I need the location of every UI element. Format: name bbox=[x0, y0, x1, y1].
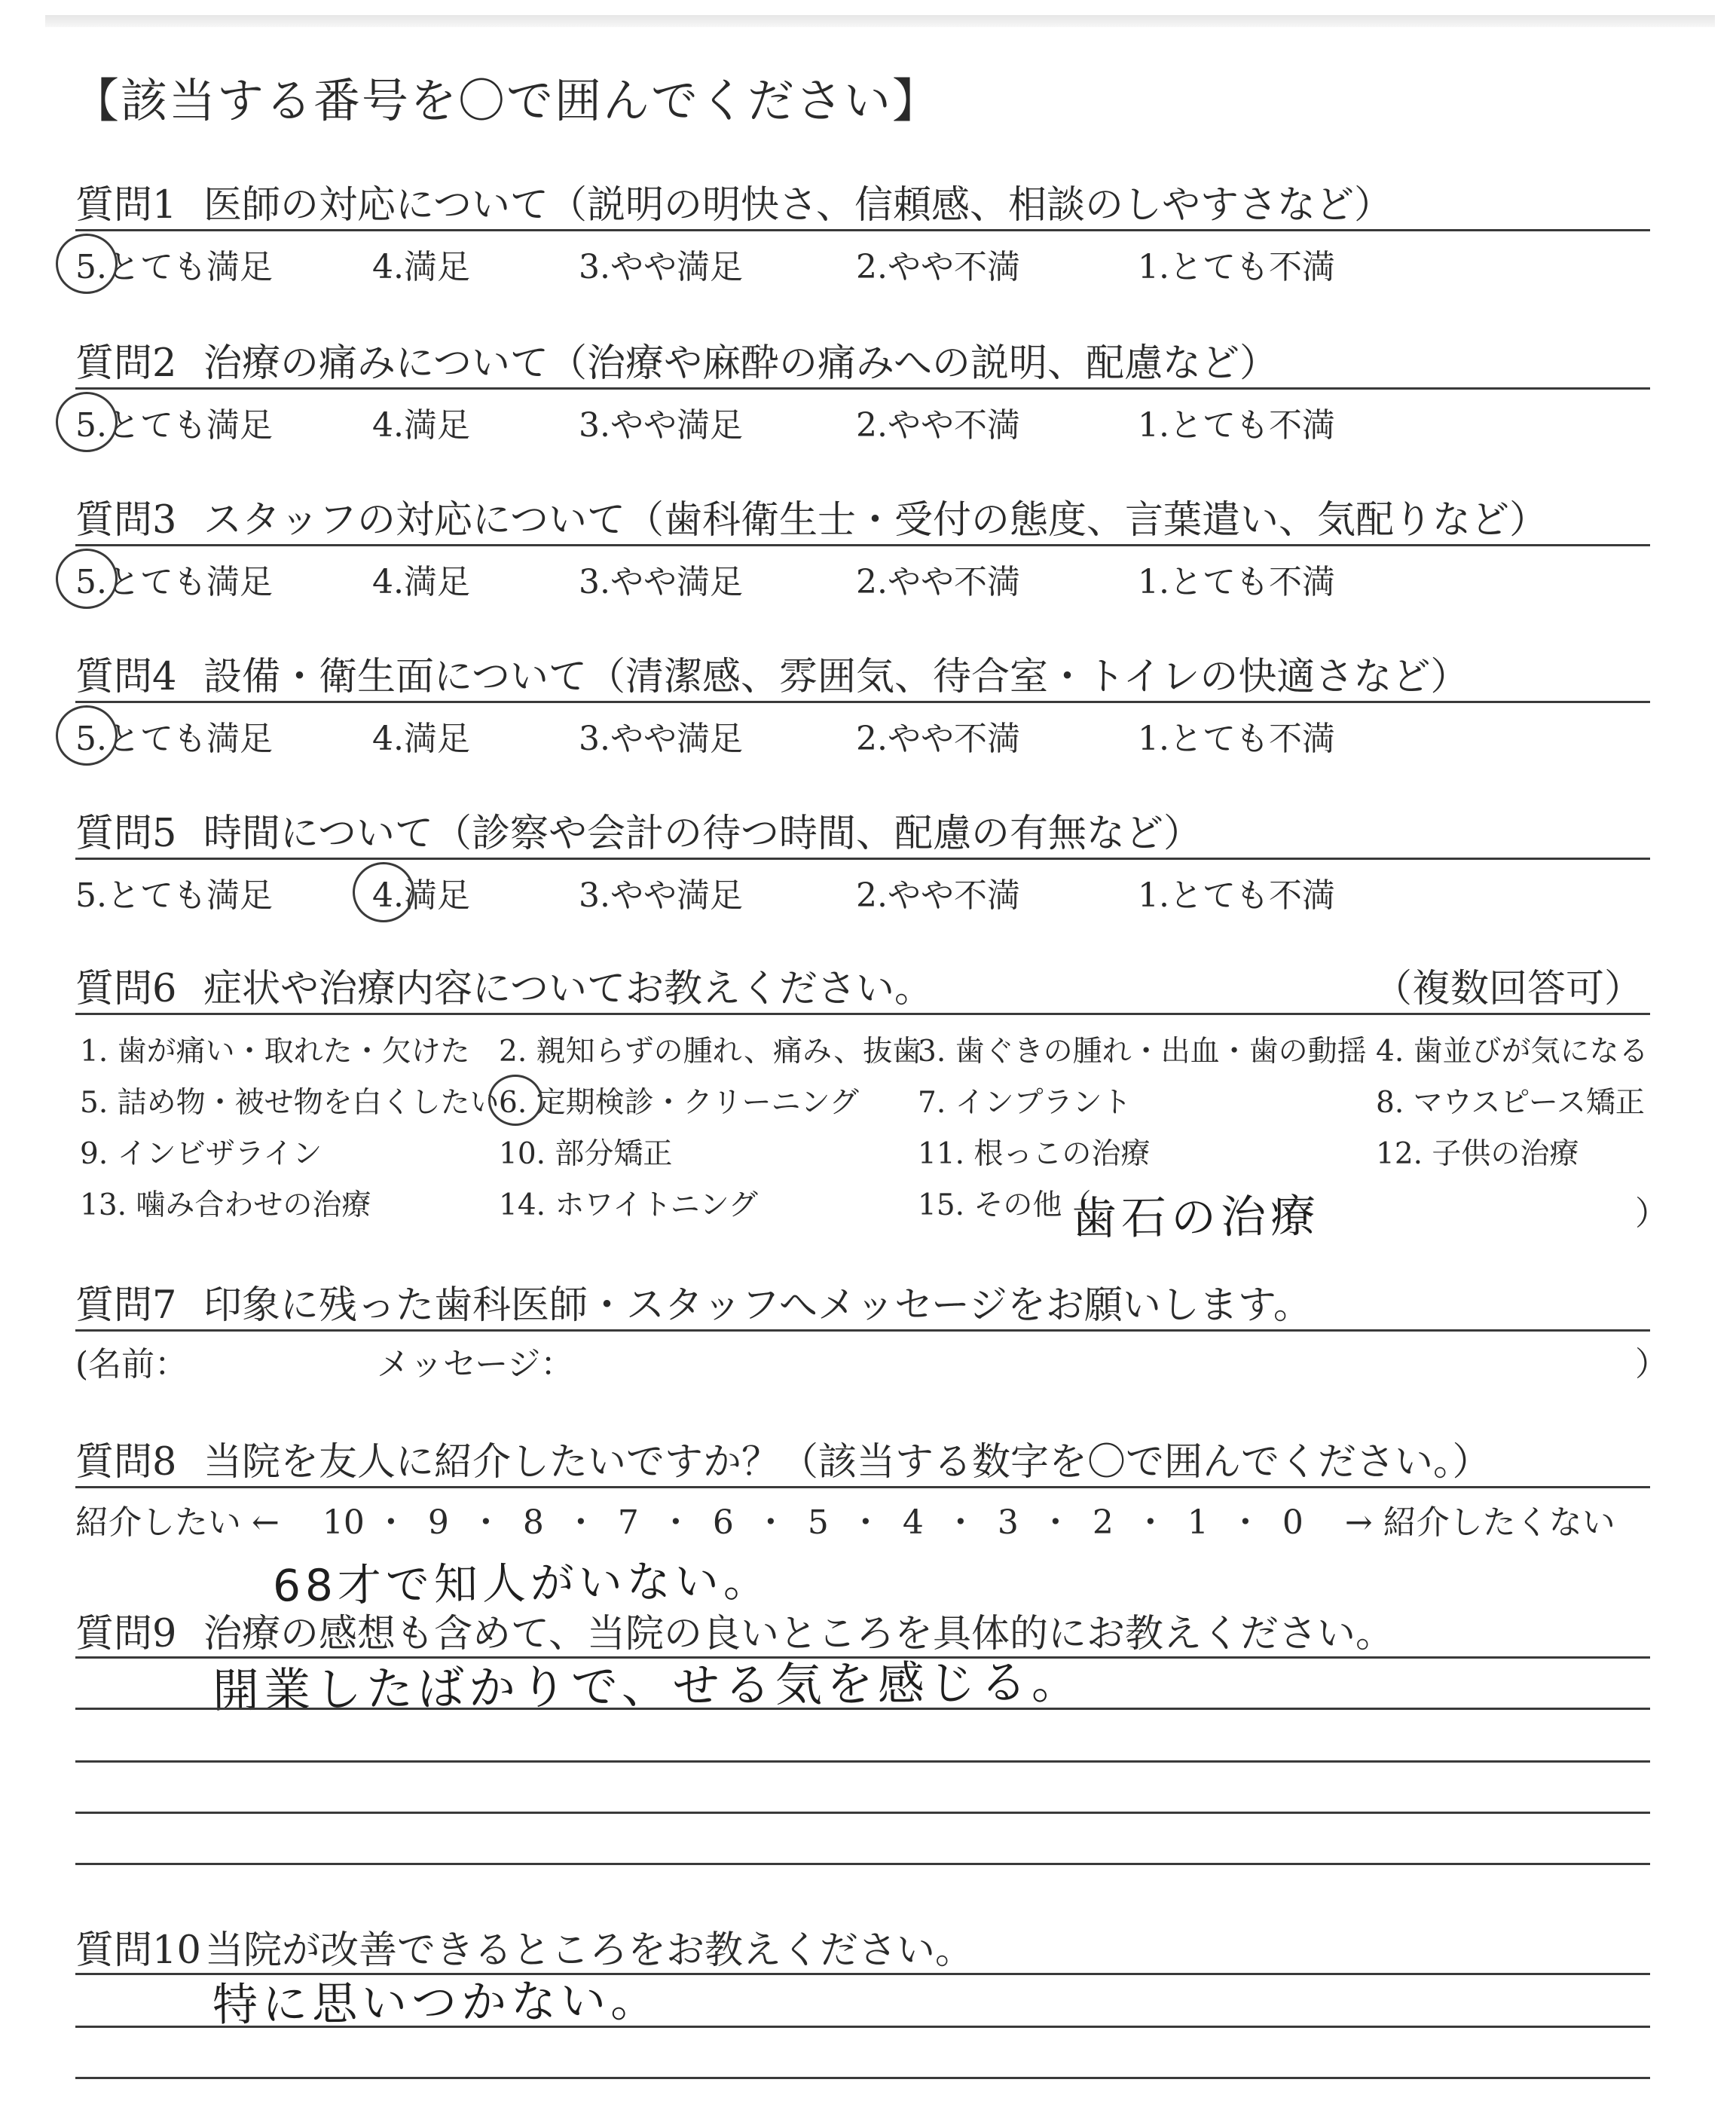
q6-option-13[interactable]: 13. 噛み合わせの治療 bbox=[80, 1188, 371, 1222]
q5-text: 時間について（診察や会計の待つ時間、配慮の有無など） bbox=[203, 812, 1202, 856]
q1-title bbox=[75, 173, 1392, 229]
q6-text: 症状や治療内容についてお教えください。 bbox=[203, 967, 933, 1011]
q8-scale-separator: ・ bbox=[1228, 1503, 1262, 1542]
q2-option-2[interactable]: 2.やや不満 bbox=[856, 406, 1020, 445]
q2-title bbox=[75, 332, 1278, 387]
q2-option-4[interactable]: 4.満足 bbox=[372, 406, 470, 445]
q5-option-5[interactable]: 5.とても満足 bbox=[75, 876, 273, 915]
q9-answer-line-2 bbox=[75, 1760, 1650, 1763]
q7-title bbox=[75, 1274, 1312, 1329]
q6-option-4[interactable]: 4. 歯並びが気になる bbox=[1376, 1035, 1649, 1069]
q8-scale-6[interactable]: 6 bbox=[712, 1503, 734, 1542]
q8-number: 質問8 bbox=[75, 1440, 177, 1485]
q7-rule bbox=[75, 1329, 1650, 1332]
q3-option-3[interactable]: 3.やや満足 bbox=[579, 563, 743, 601]
q2-rule bbox=[75, 387, 1650, 390]
q6-option-10[interactable]: 10. 部分矯正 bbox=[499, 1137, 673, 1171]
q6-option-11[interactable]: 11. 根っこの治療 bbox=[918, 1137, 1151, 1171]
q4-option-2[interactable]: 2.やや不満 bbox=[856, 720, 1020, 758]
q8-scale-separator: ・ bbox=[753, 1503, 787, 1542]
q8-scale-separator: ・ bbox=[943, 1503, 977, 1542]
q8-scale-separator: ・ bbox=[469, 1503, 503, 1542]
q6-rule bbox=[75, 1013, 1650, 1015]
q8-scale-7[interactable]: 7 bbox=[617, 1503, 639, 1542]
q4-number: 質問4 bbox=[75, 655, 177, 699]
q6-option-12[interactable]: 12. 子供の治療 bbox=[1376, 1137, 1579, 1171]
q9-handwritten-answer: 開業したばかりで、せる気を感じる。 bbox=[212, 1653, 1083, 1719]
q3-option-1[interactable]: 1.とても不満 bbox=[1138, 563, 1335, 601]
q8-scale-separator: ・ bbox=[659, 1503, 692, 1542]
q6-option-15[interactable]: 15. その他（ bbox=[918, 1188, 1092, 1222]
q2-text: 治療の痛みについて（治療や麻酔の痛みへの説明、配慮など） bbox=[203, 341, 1278, 386]
q4-rule bbox=[75, 701, 1650, 703]
q8-scale-1[interactable]: 1 bbox=[1187, 1503, 1209, 1542]
q6-option-8[interactable]: 8. マウスピース矯正 bbox=[1376, 1086, 1645, 1120]
q6-number: 質問6 bbox=[75, 967, 177, 1011]
q9-number: 質問9 bbox=[75, 1612, 177, 1656]
q8-scale-separator: ・ bbox=[374, 1503, 408, 1542]
q8-scale-10[interactable]: 10 bbox=[322, 1503, 365, 1542]
q8-scale-5[interactable]: 5 bbox=[807, 1503, 829, 1542]
q1-option-2[interactable]: 2.やや不満 bbox=[856, 248, 1020, 286]
q4-option-3[interactable]: 3.やや満足 bbox=[579, 720, 743, 758]
q4-text: 設備・衛生面について（清潔感、雰囲気、待合室・トイレの快適さなど） bbox=[203, 655, 1469, 699]
q8-title bbox=[75, 1430, 1491, 1486]
q8-scale-9[interactable]: 9 bbox=[427, 1503, 449, 1542]
q8-scale-separator: ・ bbox=[564, 1503, 598, 1542]
q8-scale-separator: ・ bbox=[1038, 1503, 1072, 1542]
q1-number: 質問1 bbox=[75, 183, 177, 228]
q6-option-3[interactable]: 3. 歯ぐきの腫れ・出血・歯の動揺 bbox=[918, 1035, 1367, 1069]
q8-scale-3[interactable]: 3 bbox=[997, 1503, 1019, 1542]
q3-title bbox=[75, 488, 1548, 544]
q2-option-1[interactable]: 1.とても不満 bbox=[1138, 406, 1335, 445]
q5-number: 質問5 bbox=[75, 812, 177, 856]
q5-option-3[interactable]: 3.やや満足 bbox=[579, 876, 743, 915]
q1-option-5[interactable]: 5.とても満足 bbox=[75, 248, 273, 286]
q10-answer-line-2 bbox=[75, 2077, 1650, 2079]
q8-rule bbox=[75, 1486, 1650, 1488]
q6-option-7[interactable]: 7. インプラント bbox=[918, 1086, 1132, 1120]
q4-option-1[interactable]: 1.とても不満 bbox=[1138, 720, 1335, 758]
q10-handwritten-answer: 特に思いつかない。 bbox=[212, 1974, 661, 2032]
q9-answer-line-1 bbox=[75, 1708, 1650, 1710]
q4-option-5[interactable]: 5.とても満足 bbox=[75, 720, 273, 758]
q8-scale-8[interactable]: 8 bbox=[522, 1503, 544, 1542]
q3-selection-circle bbox=[56, 549, 118, 609]
q8-scale-numbers bbox=[320, 1503, 1316, 1542]
q6-selection-circle bbox=[488, 1075, 542, 1126]
q9-answer-line-3 bbox=[75, 1812, 1650, 1814]
q3-option-5[interactable]: 5.とても満足 bbox=[75, 563, 273, 601]
q8-scale-row bbox=[75, 1495, 1615, 1543]
q8-scale-0[interactable]: 0 bbox=[1282, 1503, 1304, 1542]
q2-option-3[interactable]: 3.やや満足 bbox=[579, 406, 743, 445]
q6-close-paren: ） bbox=[1635, 1194, 1668, 1233]
q8-scale-separator: ・ bbox=[848, 1503, 882, 1542]
q1-option-4[interactable]: 4.満足 bbox=[372, 248, 470, 286]
q8-text: 当院を友人に紹介したいですか？（該当する数字を〇で囲んでください。） bbox=[203, 1440, 1491, 1485]
q2-number: 質問2 bbox=[75, 341, 177, 386]
q3-text: スタッフの対応について（歯科衛生士・受付の態度、言葉遣い、気配りなど） bbox=[203, 498, 1548, 543]
q7-close-paren: ） bbox=[1635, 1345, 1668, 1384]
q6-option-2[interactable]: 2. 親知らずの腫れ、痛み、抜歯 bbox=[499, 1035, 922, 1069]
q8-right-label: → 紹介したくない bbox=[1344, 1503, 1615, 1542]
q6-other-handwritten: 歯石の治療 bbox=[1071, 1190, 1321, 1246]
q8-scale-4[interactable]: 4 bbox=[902, 1503, 924, 1542]
q5-selection-circle bbox=[353, 862, 414, 922]
q7-name-label: (名前： bbox=[75, 1345, 188, 1384]
q7-message-label: メッセージ： bbox=[377, 1345, 574, 1384]
q8-scale-separator: ・ bbox=[1133, 1503, 1167, 1542]
q6-multiple-answer-note: （複数回答可） bbox=[1373, 967, 1643, 1011]
q8-handwritten-note: 68才で知人がいない。 bbox=[272, 1555, 772, 1612]
q7-text: 印象に残った歯科医師・スタッフへメッセージをお願いします。 bbox=[203, 1283, 1312, 1328]
q1-option-3[interactable]: 3.やや満足 bbox=[579, 248, 743, 286]
q2-selection-circle bbox=[56, 392, 118, 452]
q6-option-6[interactable]: 6. 定期検診・クリーニング bbox=[499, 1086, 859, 1120]
q6-title bbox=[75, 957, 933, 1013]
q4-title bbox=[75, 645, 1469, 701]
q3-option-4[interactable]: 4.満足 bbox=[372, 563, 470, 601]
q10-number: 質問10 bbox=[75, 1928, 201, 1973]
q1-option-1[interactable]: 1.とても不満 bbox=[1138, 248, 1335, 286]
q9-text: 治療の感想も含めて、当院の良いところを具体的にお教えください。 bbox=[203, 1612, 1394, 1656]
q1-selection-circle bbox=[56, 234, 118, 294]
q4-selection-circle bbox=[56, 705, 118, 766]
q2-option-5[interactable]: 5.とても満足 bbox=[75, 406, 273, 445]
q8-scale-2[interactable]: 2 bbox=[1092, 1503, 1114, 1542]
scan-top-edge bbox=[45, 15, 1715, 27]
q6-option-14[interactable]: 14. ホワイトニング bbox=[499, 1188, 758, 1222]
q6-option-9[interactable]: 9. インビザライン bbox=[80, 1137, 322, 1171]
q3-option-2[interactable]: 2.やや不満 bbox=[856, 563, 1020, 601]
q3-number: 質問3 bbox=[75, 498, 177, 543]
q6-option-5[interactable]: 5. 詰め物・被せ物を白くしたい bbox=[80, 1086, 500, 1120]
q9-answer-line-4 bbox=[75, 1863, 1650, 1865]
q1-text: 医師の対応について（説明の明快さ、信頼感、相談のしやすさなど） bbox=[203, 183, 1392, 228]
q5-option-4[interactable]: 4.満足 bbox=[372, 876, 470, 915]
q8-left-label: 紹介したい ← bbox=[75, 1503, 280, 1542]
q5-title bbox=[75, 802, 1202, 858]
q5-option-1[interactable]: 1.とても不満 bbox=[1138, 876, 1335, 915]
q4-option-4[interactable]: 4.満足 bbox=[372, 720, 470, 758]
q3-rule bbox=[75, 544, 1650, 546]
page-header: 【該当する番号を〇で囲んでください】 bbox=[72, 73, 941, 128]
q1-rule bbox=[75, 229, 1650, 231]
q10-answer-line-1 bbox=[75, 2026, 1650, 2028]
q5-option-2[interactable]: 2.やや不満 bbox=[856, 876, 1020, 915]
q10-text: 当院が改善できるところをお教えください。 bbox=[205, 1928, 974, 1973]
q5-rule bbox=[75, 858, 1650, 860]
q6-option-1[interactable]: 1. 歯が痛い・取れた・欠けた bbox=[80, 1035, 470, 1069]
q7-number: 質問7 bbox=[75, 1283, 177, 1328]
